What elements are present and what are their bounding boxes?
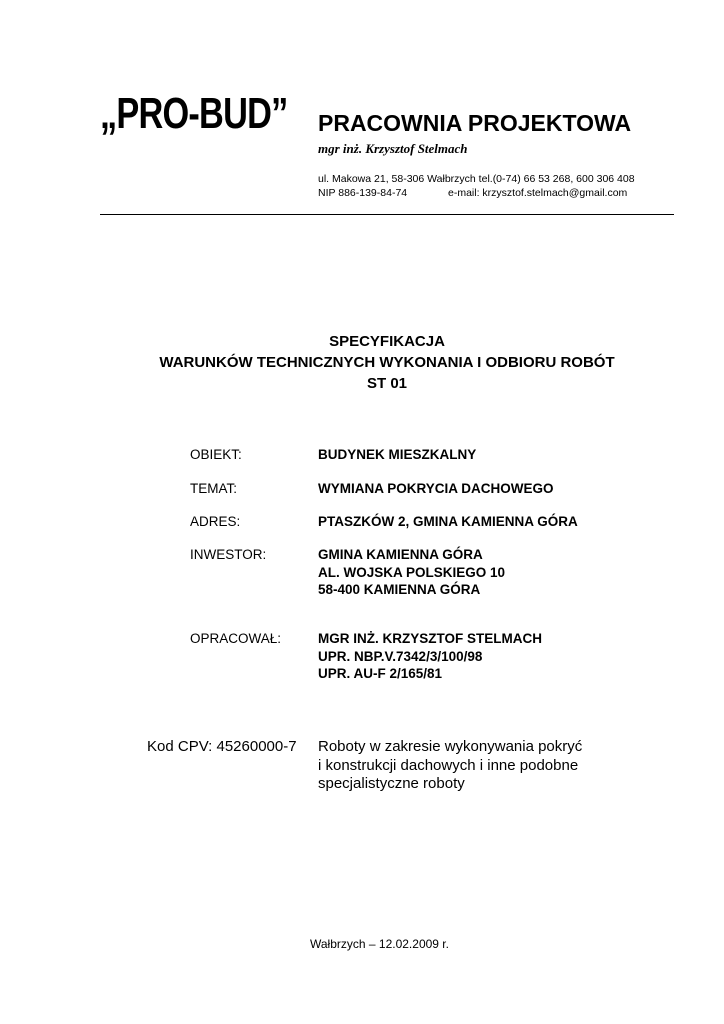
investor-label: INWESTOR:: [190, 547, 267, 562]
author-line-3: UPR. AU-F 2/165/81: [318, 666, 443, 681]
cpv-description-line-3: specjalistyczne roboty: [318, 775, 465, 792]
investor-line-2: AL. WOJSKA POLSKIEGO 10: [318, 565, 506, 580]
cpv-description-line-1: Roboty w zakresie wykonywania pokryć: [318, 738, 583, 755]
subject-label: TEMAT:: [190, 481, 237, 496]
place-and-date: Wałbrzych – 12.02.2009 r.: [310, 937, 449, 951]
cpv-code: Kod CPV: 45260000-7: [147, 738, 297, 755]
title-line-1: SPECYFIKACJA: [329, 333, 445, 350]
title-line-2: WARUNKÓW TECHNICZNYCH WYKONANIA I ODBIORU ROBÓT: [159, 354, 615, 371]
title-line-3: ST 01: [366, 375, 408, 392]
engineer-name: mgr inż. Krzysztof Stelmach: [318, 141, 468, 156]
author-line-1: MGR INŻ. KRZYSZTOF STELMACH: [318, 631, 542, 646]
cpv-description-line-2: i konstrukcji dachowych i inne podobne: [318, 757, 579, 774]
nip-number: NIP 886-139-84-74: [318, 187, 408, 199]
subject-value: WYMIANA POKRYCIA DACHOWEGO: [318, 481, 554, 496]
contact-address: ul. Makowa 21, 58-306 Wałbrzych tel.(0-74) 66 53 268, 600 306 408: [318, 173, 635, 185]
investor-line-1: GMINA KAMIENNA GÓRA: [318, 547, 483, 562]
contact-nip-email: [318, 187, 628, 199]
email-address: e-mail: krzysztof.stelmach@gmail.com: [448, 187, 628, 199]
address-label: ADRES:: [190, 514, 241, 529]
author-label: OPRACOWAŁ:: [190, 631, 282, 646]
studio-name: PRACOWNIA PROJEKTOWA: [318, 110, 632, 136]
author-line-2: UPR. NBP.V.7342/3/100/98: [318, 649, 483, 664]
investor-line-3: 58-400 KAMIENNA GÓRA: [318, 582, 481, 597]
object-value: BUDYNEK MIESZKALNY: [318, 447, 477, 462]
object-label: OBIEKT:: [190, 447, 242, 462]
company-logo: „PRO-BUD”: [100, 89, 288, 138]
header-divider: [100, 214, 674, 215]
address-value: PTASZKÓW 2, GMINA KAMIENNA GÓRA: [318, 514, 578, 529]
